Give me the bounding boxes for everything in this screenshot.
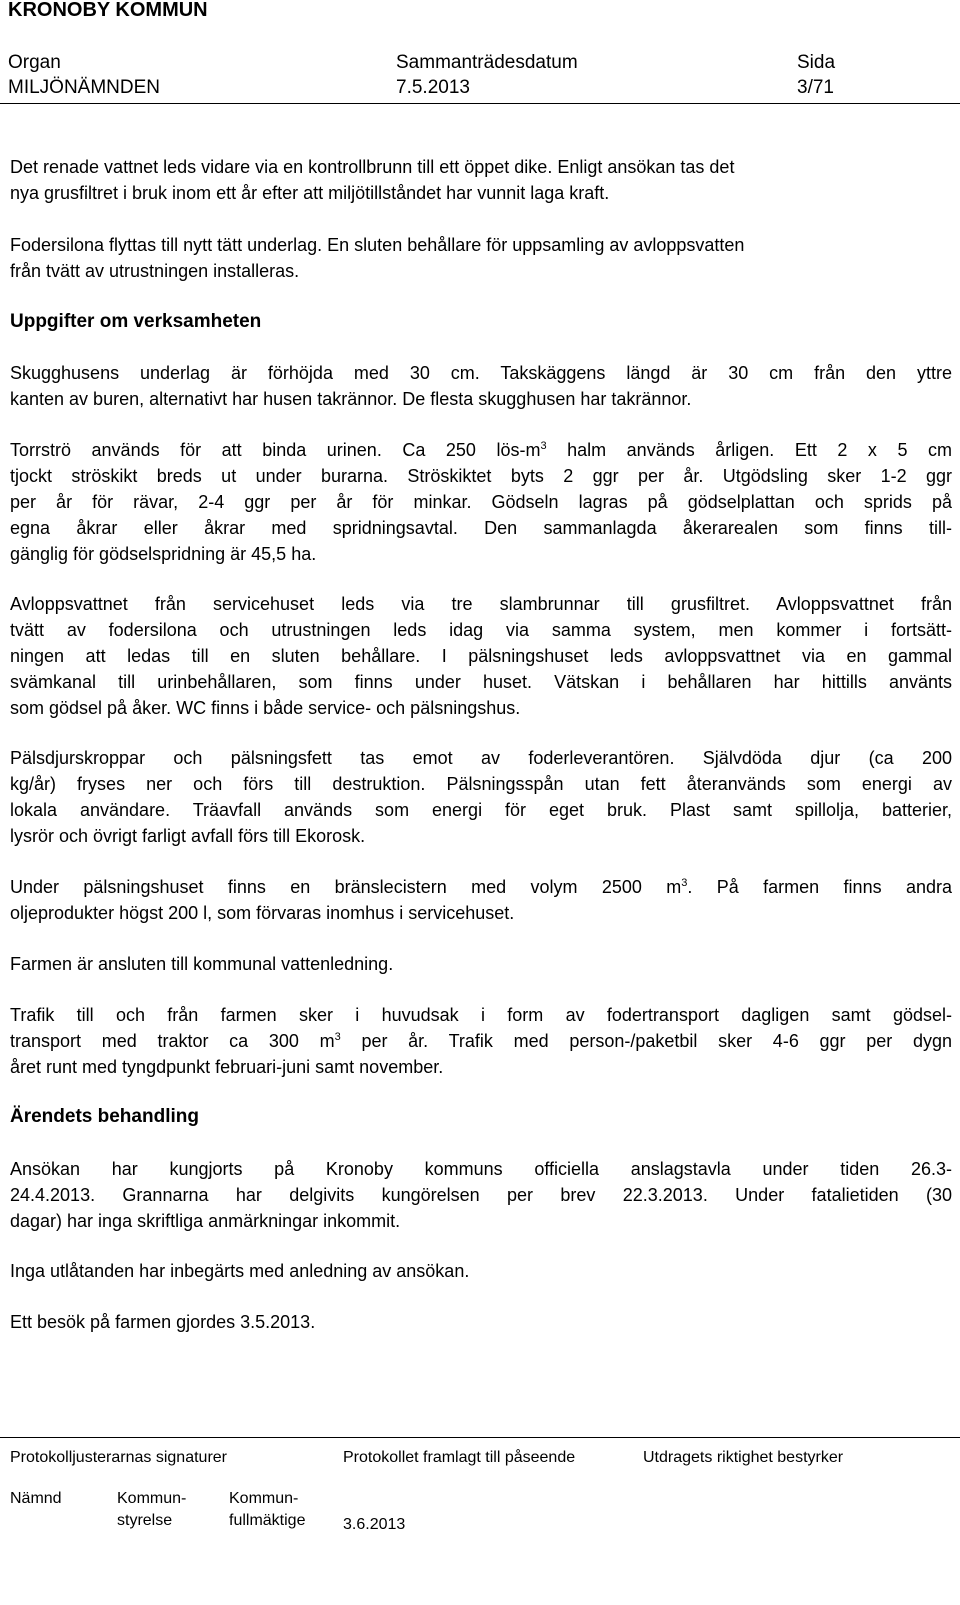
text-line: dagar) har inga skriftliga anmärkningar inkommit. bbox=[10, 1211, 401, 1231]
text-line: lysrör och övrigt farligt avfall förs till Ekorosk. bbox=[10, 826, 366, 846]
meeting-date-value: 7.5.2013 bbox=[396, 77, 470, 98]
text-line: Fodersilona flyttas till nytt tätt underlag. En sluten behållare för uppsamling av avloppsvatten bbox=[10, 235, 745, 255]
text-line: Farmen är ansluten till kommunal vattenledning. bbox=[10, 954, 394, 974]
text-line: 24.4.2013. Grannarna har delgivits kungörelsen per brev 22.3.2013. Under fatalietiden (30 bbox=[10, 1185, 952, 1205]
text-line bbox=[10, 874, 952, 900]
text-line: lokala användare. Träavfall används som energi för eget bruk. Plast samt spillolja, batterier, bbox=[10, 800, 952, 820]
organ-value: MILJÖNÄMNDEN bbox=[8, 77, 161, 98]
text-line: Avloppsvattnet från servicehuset leds via tre slambrunnar till grusfiltret. Avloppsvattnet från bbox=[10, 594, 952, 614]
section-heading-processing: Ärendets behandling bbox=[10, 1106, 199, 1127]
header-rule bbox=[0, 103, 960, 104]
text-line: som gödsel på åker. WC finns i både service- och pälsningshus. bbox=[10, 698, 521, 718]
text-line: Ansökan har kungjorts på Kronoby kommuns officiella anslagstavla under tiden 26.3- bbox=[10, 1159, 952, 1179]
text-line: Ett besök på farmen gjordes 3.5.2013. bbox=[10, 1312, 316, 1332]
text-line: per år för rävar, 2-4 ggr per år för minkar. Gödseln lagras på gödselplattan och sprids på bbox=[10, 492, 952, 512]
page-label: Sida bbox=[797, 52, 836, 73]
paragraph-9 bbox=[10, 1002, 952, 1080]
text-line: nya grusfiltret i bruk inom ett år efter att miljötillståndet har vunnit laga kraft. bbox=[10, 183, 610, 203]
presented-label: Protokollet framlagt till påseende bbox=[343, 1449, 576, 1466]
text-segment: . På farmen finns andra bbox=[687, 877, 952, 897]
text-line: tjockt ströskikt breds ut under burarna. Ströskiktet byts 2 ggr per år. Utgödsling sker 1-2 ggr bbox=[10, 466, 952, 486]
signature-col-fullmaktige-1: Kommun- bbox=[229, 1490, 299, 1507]
text-line: året runt med tyngdpunkt februari-juni samt november. bbox=[10, 1057, 444, 1077]
paragraph-5 bbox=[10, 591, 952, 721]
paragraph-12 bbox=[10, 1309, 952, 1335]
text-segment: per år. Trafik med person-/paketbil sker 4-6 ggr per dygn bbox=[340, 1031, 952, 1051]
signature-col-fullmaktige-2: fullmäktige bbox=[229, 1512, 306, 1529]
superscript: 3 bbox=[334, 1031, 341, 1043]
text-line bbox=[10, 437, 952, 463]
signatures-label: Protokolljusterarnas signaturer bbox=[10, 1449, 227, 1466]
paragraph-1 bbox=[10, 154, 952, 206]
paragraph-7 bbox=[10, 874, 952, 926]
text-line: Det renade vattnet leds vidare via en kontrollbrunn till ett öppet dike. Enligt ansökan tas det bbox=[10, 157, 735, 177]
municipality-name: KRONOBY KOMMUN bbox=[8, 0, 208, 21]
certified-label: Utdragets riktighet bestyrker bbox=[643, 1449, 844, 1466]
text-line: Pälsdjurskroppar och pälsningsfett tas emot av foderleverantören. Självdöda djur (ca 200 bbox=[10, 748, 952, 768]
text-line: kg/år) fryses ner och förs till destruktion. Pälsningsspån utan fett återanvänds som energi av bbox=[10, 774, 952, 794]
paragraph-6 bbox=[10, 745, 952, 849]
text-line: oljeprodukter högst 200 l, som förvaras inomhus i servicehuset. bbox=[10, 903, 515, 923]
page-number: 3/71 bbox=[797, 77, 834, 98]
text-line: Trafik till och från farmen sker i huvudsak i form av fodertransport dagligen samt gödsel- bbox=[10, 1005, 952, 1025]
text-line: gänglig för gödselspridning är 45,5 ha. bbox=[10, 544, 317, 564]
paragraph-3 bbox=[10, 360, 952, 412]
paragraph-4 bbox=[10, 437, 952, 567]
text-segment: transport med traktor ca 300 m bbox=[10, 1031, 335, 1051]
text-line: egna åkrar eller åkrar med spridningsavtal. Den sammanlagda åkerarealen som finns till- bbox=[10, 518, 952, 538]
footer-rule bbox=[0, 1437, 960, 1438]
text-segment: Under pälsningshuset finns en bränslecistern med volym 2500 m bbox=[10, 877, 682, 897]
paragraph-2 bbox=[10, 232, 952, 284]
text-line bbox=[10, 1028, 952, 1054]
paragraph-10 bbox=[10, 1156, 952, 1234]
organ-label: Organ bbox=[8, 52, 61, 73]
section-heading-operations: Uppgifter om verksamheten bbox=[10, 311, 262, 332]
text-segment: Torrströ används för att binda urinen. Ca 250 lös-m bbox=[10, 440, 541, 460]
paragraph-11 bbox=[10, 1258, 952, 1284]
text-line: ningen att ledas till en sluten behållare. I pälsningshuset leds avloppsvattnet via en gammal bbox=[10, 646, 952, 666]
text-line: svämkanal till urinbehållaren, som finns under huset. Vätskan i behållaren har hittills använts bbox=[10, 672, 952, 692]
signature-col-kommunstyrelse-2: styrelse bbox=[117, 1512, 173, 1529]
text-line: Skugghusens underlag är förhöjda med 30 cm. Takskäggens längd är 30 cm från den yttre bbox=[10, 363, 952, 383]
superscript: 3 bbox=[681, 877, 688, 889]
text-line: Inga utlåtanden har inbegärts med anledning av ansökan. bbox=[10, 1261, 470, 1281]
signature-col-namnd: Nämnd bbox=[10, 1490, 62, 1507]
superscript: 3 bbox=[540, 440, 547, 452]
paragraph-8 bbox=[10, 951, 952, 977]
text-segment: halm används årligen. Ett 2 x 5 cm bbox=[546, 440, 952, 460]
text-line: från tvätt av utrustningen installeras. bbox=[10, 261, 300, 281]
meeting-date-label: Sammanträdesdatum bbox=[396, 52, 578, 73]
text-line: kanten av buren, alternativt har husen takrännor. De flesta skugghusen har takrännor. bbox=[10, 389, 692, 409]
presented-date: 3.6.2013 bbox=[343, 1516, 406, 1533]
signature-col-kommunstyrelse-1: Kommun- bbox=[117, 1490, 187, 1507]
text-line: tvätt av fodersilona och utrustningen leds idag via samma system, men kommer i fortsätt- bbox=[10, 620, 952, 640]
